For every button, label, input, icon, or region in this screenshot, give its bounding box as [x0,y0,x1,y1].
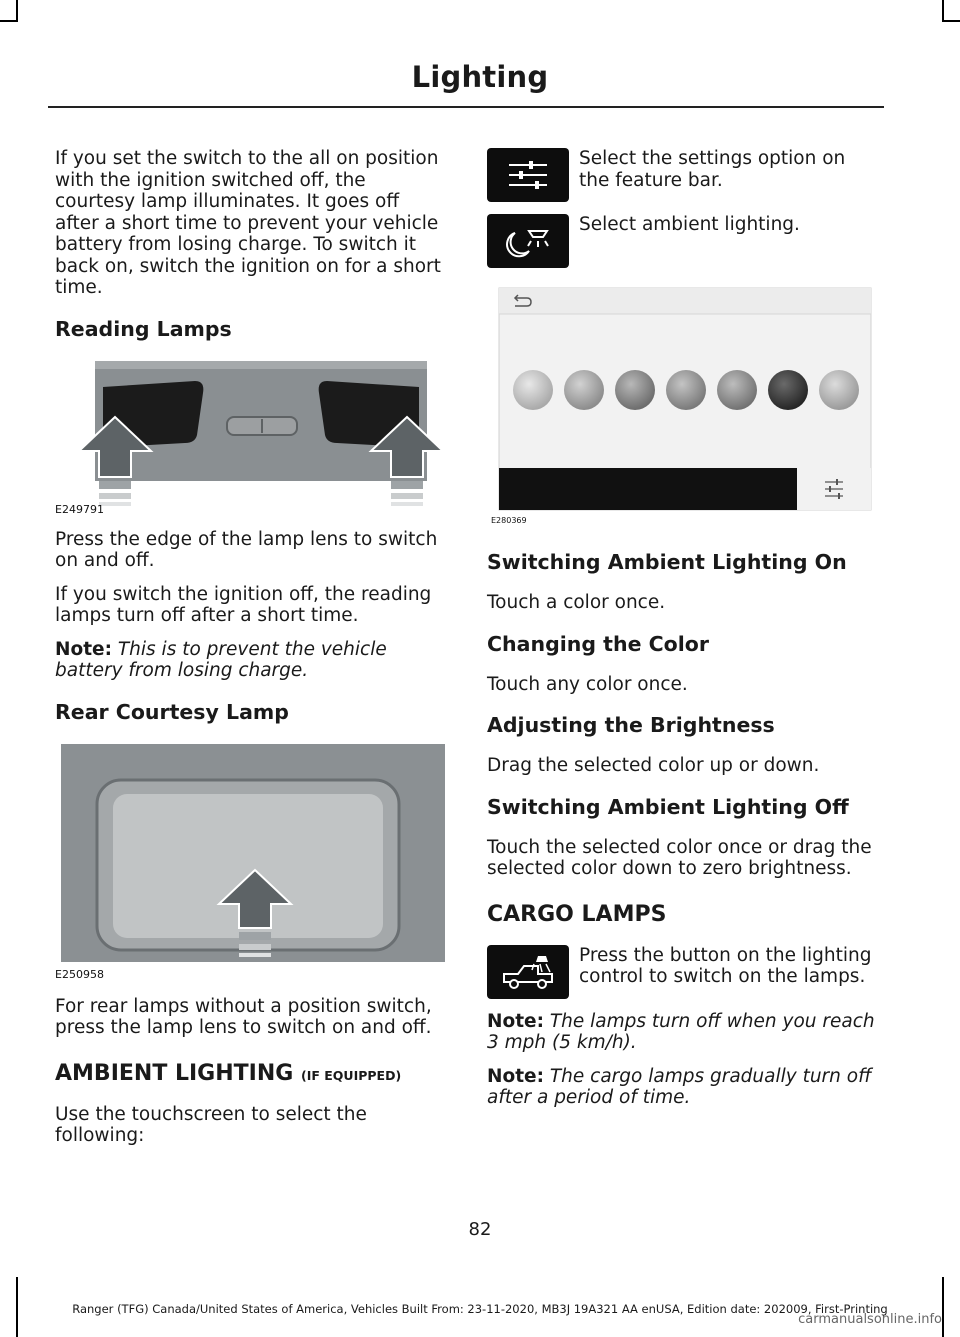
brightness-text: Drag the selected color up or down. [487,755,820,776]
rear-instruction: For rear lamps without a position switch, press the lamp lens to switch on and off. [55,995,432,1038]
left-column [55,148,447,1159]
cargo-lamps-heading: CARGO LAMPS [487,901,667,927]
settings-step-text: Select the settings option on the feature bar. [579,148,846,191]
reading-ignition-text: If you switch the ignition off, the reading lamps turn off after a short time. [55,583,432,626]
page-title: Lighting [411,60,549,94]
footer-text: Ranger (TFG) Canada/United States of America, Vehicles Built From: 23-11-2020, MB3J 19A321 AA enUSA, Edition date: 202009, First-Printing [72,1302,888,1316]
reading-lamps-figure [55,359,447,516]
cargo-step-text: Press the button on the lighting control to switch on the lamps. [579,944,872,987]
change-color-heading: Changing the Color [487,631,709,656]
crop-mark [0,20,18,22]
watermark: carmanualsonline.info [798,1312,942,1327]
header-divider [48,106,884,108]
crop-mark [942,0,944,22]
note-label: Note: [487,1065,544,1087]
reading-instruction: Press the edge of the lamp lens to switch on and off. [55,528,438,571]
ambient-step-text: Select ambient lighting. [579,214,800,235]
cargo-note-speed [487,1011,879,1054]
ambient-lighting-icon [487,214,569,268]
if-equipped-label: (IF EQUIPPED) [301,1067,402,1083]
note-label: Note: [55,638,112,660]
note-text: The lamps turn off when you reach 3 mph (5 km/h). [487,1010,875,1053]
ambient-off-text: Touch the selected color once or drag the selected color down to zero brightness. [487,836,872,879]
note-text: The cargo lamps gradually turn off after a period of time. [487,1065,872,1108]
reading-lamps-illustration [55,359,447,509]
brightness-heading: Adjusting the Brightness [487,713,775,737]
settings-step [487,148,879,202]
touchscreen-illustration [487,286,879,530]
cargo-lamp-icon [487,945,569,999]
reading-note [55,639,447,682]
ambient-on-heading: Switching Ambient Lighting On [487,550,847,574]
ambient-screen-figure [487,286,879,530]
ambient-on-text: Touch a color once. [487,592,666,613]
figure-code: E280369 [491,516,527,525]
ambient-off-heading: Switching Ambient Lighting Off [487,794,849,819]
change-color-text: Touch any color once. [487,673,688,695]
figure-code: E249791 [55,502,104,516]
figure-code: E250958 [55,967,104,981]
settings-icon [487,148,569,202]
ambient-intro: Use the touchscreen to select the following: [55,1103,367,1146]
reading-lamps-heading: Reading Lamps [55,316,232,341]
intro-paragraph: If you set the switch to the all on position with the ignition switched off, the courtesy lamp illuminates. It goes off after a short time to prevent your vehicle battery from losing charge. To switch it back on, switch the ignition on for a short time. [55,148,441,298]
right-column [487,148,879,1121]
page-number: 82 [468,1219,492,1240]
crop-mark [942,20,960,22]
cargo-note-timeout [487,1066,879,1109]
rear-courtesy-heading: Rear Courtesy Lamp [55,699,289,724]
rear-courtesy-illustration [55,742,447,976]
note-text: This is to prevent the vehicle battery from losing charge. [55,638,387,681]
crop-mark [16,0,18,22]
cargo-step [487,945,879,999]
ambient-step [487,214,879,268]
note-label: Note: [487,1010,544,1032]
ambient-lighting-heading [55,1061,447,1086]
rear-courtesy-figure [55,742,447,981]
ambient-title: AMBIENT LIGHTING [55,1060,294,1086]
